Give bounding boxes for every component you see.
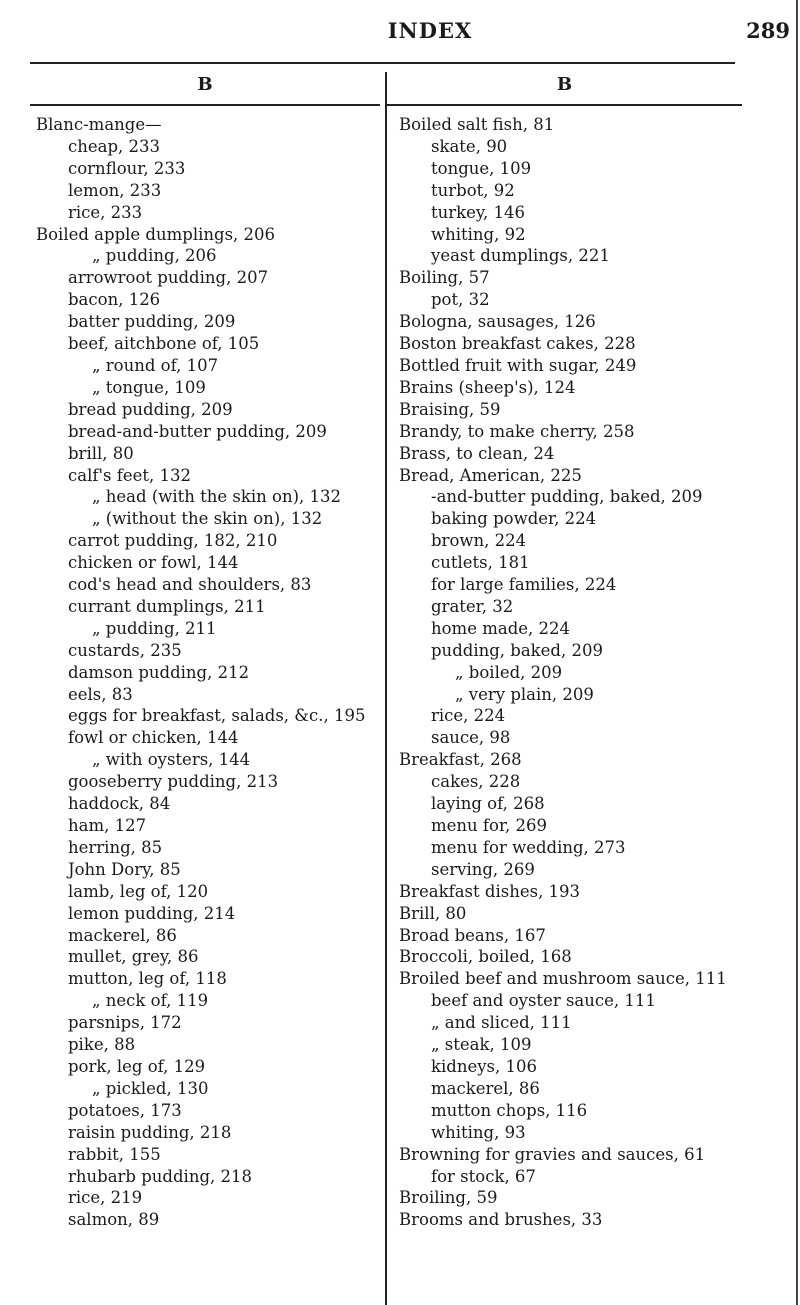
index-subentry: brown, 224	[431, 531, 527, 551]
index-subentry: batter pudding, 209	[68, 312, 236, 332]
index-subentry: beef, aitchbone of, 105	[68, 334, 260, 354]
index-subentry: rice, 224	[431, 706, 506, 726]
index-subentry: „ with oysters, 144	[92, 750, 251, 770]
page-edge-line	[796, 0, 798, 1305]
index-subentry: „ neck of, 119	[92, 991, 209, 1011]
index-subentry: chicken or fowl, 144	[68, 553, 239, 573]
index-subentry: rabbit, 155	[68, 1144, 161, 1164]
index-subentry: whiting, 93	[431, 1122, 526, 1142]
index-subentry: „ very plain, 209	[455, 684, 594, 704]
index-subentry: yeast dumplings, 221	[431, 246, 610, 266]
index-heading-entry: Brass, to clean, 24	[399, 443, 555, 463]
index-subentry: carrot pudding, 182, 210	[68, 531, 278, 551]
index-subentry: turkey, 146	[431, 202, 526, 222]
index-heading-entry: Browning for gravies and sauces, 61	[399, 1144, 706, 1164]
index-subentry: pike, 88	[68, 1035, 136, 1055]
index-subentry: rhubarb pudding, 218	[68, 1166, 252, 1186]
index-heading-entry: Broiling, 59	[399, 1188, 498, 1208]
index-subentry: arrowroot pudding, 207	[68, 268, 269, 288]
index-subentry: „ tongue, 109	[92, 377, 206, 397]
index-subentry: cornflour, 233	[68, 158, 186, 178]
index-subentry: „ pickled, 130	[92, 1078, 209, 1098]
index-subentry: baking powder, 224	[431, 509, 597, 529]
index-subentry: raisin pudding, 218	[68, 1122, 232, 1142]
index-subentry: „ pudding, 206	[92, 246, 217, 266]
index-heading-entry: Broad beans, 167	[399, 925, 546, 945]
index-heading-entry: Brooms and brushes, 33	[399, 1210, 603, 1230]
index-heading-entry: Breakfast dishes, 193	[399, 881, 581, 901]
index-subentry: currant dumplings, 211	[68, 596, 266, 616]
index-subentry: mutton chops, 116	[431, 1100, 588, 1120]
index-subentry: pot, 32	[431, 290, 490, 310]
column-heading: B	[197, 74, 213, 95]
index-subentry: mackerel, 86	[431, 1078, 540, 1098]
index-subentry: bacon, 126	[68, 290, 161, 310]
index-heading-entry: Bottled fruit with sugar, 249	[399, 355, 637, 375]
index-subentry: custards, 235	[68, 640, 182, 660]
header-rule	[30, 62, 735, 64]
index-subentry: whiting, 92	[431, 224, 526, 244]
index-subentry: „ (without the skin on), 132	[92, 509, 323, 529]
index-entry-list	[387, 114, 742, 1231]
index-subentry: serving, 269	[431, 859, 535, 879]
index-subentry: cheap, 233	[68, 136, 161, 156]
index-subentry: „ boiled, 209	[455, 662, 563, 682]
index-heading-entry: Bread, American, 225	[399, 465, 582, 485]
index-subentry: „ head (with the skin on), 132	[92, 487, 342, 507]
index-subentry: gooseberry pudding, 213	[68, 772, 279, 792]
index-subentry: „ round of, 107	[92, 355, 219, 375]
index-heading-entry: Breakfast, 268	[399, 750, 522, 770]
page-number: 289	[746, 18, 790, 43]
index-subentry: parsnips, 172	[68, 1013, 182, 1033]
index-subentry: damson pudding, 212	[68, 662, 250, 682]
index-subentry: home made, 224	[431, 618, 571, 638]
index-subentry: sauce, 98	[431, 728, 511, 748]
index-subentry: bread pudding, 209	[68, 399, 233, 419]
page-header	[20, 18, 800, 48]
index-heading-entry: Boiled apple dumplings, 206	[36, 224, 276, 244]
index-subentry: mutton, leg of, 118	[68, 969, 227, 989]
index-subentry: herring, 85	[68, 837, 163, 857]
index-subentry: grater, 32	[431, 596, 514, 616]
index-heading-entry: Boiled salt fish, 81	[399, 115, 555, 134]
column-rule	[387, 104, 742, 106]
index-subentry: „ and sliced, 111	[431, 1013, 572, 1033]
index-subentry: lamb, leg of, 120	[68, 881, 209, 901]
index-heading-entry: Broccoli, boiled, 168	[399, 947, 572, 967]
index-subentry: kidneys, 106	[431, 1056, 538, 1076]
index-subentry: brill, 80	[68, 443, 134, 463]
index-heading-entry: Brandy, to make cherry, 258	[399, 421, 635, 441]
index-subentry: rice, 233	[68, 202, 143, 222]
index-heading-entry: Boston breakfast cakes, 228	[399, 334, 636, 354]
index-subentry: skate, 90	[431, 136, 508, 156]
index-subentry: beef and oyster sauce, 111	[431, 991, 656, 1011]
index-subentry: bread-and-butter pudding, 209	[68, 421, 327, 441]
index-subentry: „ pudding, 211	[92, 618, 217, 638]
index-heading-entry: Blanc-mange—	[36, 115, 162, 134]
index-subentry: laying of, 268	[431, 794, 545, 814]
index-heading-entry: Braising, 59	[399, 399, 501, 419]
index-subentry: eggs for breakfast, salads, &c., 195	[68, 706, 366, 726]
index-subentry: menu for, 269	[431, 816, 548, 835]
index-subentry: John Dory, 85	[68, 859, 181, 879]
index-entry-list	[30, 114, 380, 1231]
index-subentry: turbot, 92	[431, 180, 515, 200]
index-heading-entry: Brains (sheep's), 124	[399, 377, 576, 397]
index-heading-entry: Broiled beef and mushroom sauce, 111	[399, 969, 727, 989]
index-subentry: lemon, 233	[68, 180, 162, 200]
index-subentry: for large families, 224	[431, 575, 617, 595]
index-subentry: mackerel, 86	[68, 925, 177, 945]
index-subentry: ham, 127	[68, 816, 147, 835]
index-subentry: eels, 83	[68, 684, 133, 704]
index-subentry: -and-butter pudding, baked, 209	[431, 487, 703, 507]
index-subentry: potatoes, 173	[68, 1100, 182, 1120]
index-subentry: „ steak, 109	[431, 1035, 532, 1055]
index-subentry: pork, leg of, 129	[68, 1056, 206, 1076]
index-subentry: tongue, 109	[431, 158, 532, 178]
index-subentry: pudding, baked, 209	[431, 640, 603, 660]
index-subentry: calf's feet, 132	[68, 465, 191, 485]
index-subentry: fowl or chicken, 144	[68, 728, 239, 748]
column-heading: B	[556, 74, 573, 95]
index-subentry: salmon, 89	[68, 1210, 160, 1230]
index-subentry: for stock, 67	[431, 1166, 536, 1186]
index-heading-entry: Boiling, 57	[399, 268, 490, 288]
index-heading-entry: Bologna, sausages, 126	[399, 312, 596, 332]
index-heading-entry: Brill, 80	[399, 903, 467, 923]
index-subentry: menu for wedding, 273	[431, 837, 626, 857]
index-subentry: rice, 219	[68, 1188, 143, 1208]
index-column-right	[385, 72, 742, 1305]
index-subentry: cutlets, 181	[431, 553, 530, 573]
page-title: INDEX	[387, 18, 473, 43]
index-subentry: cod's head and shoulders, 83	[68, 575, 312, 595]
index-subentry: cakes, 228	[431, 772, 521, 792]
index-subentry: haddock, 84	[68, 794, 171, 814]
column-rule	[30, 104, 380, 106]
index-subentry: mullet, grey, 86	[68, 947, 199, 967]
index-column-left	[30, 72, 380, 1231]
index-subentry: lemon pudding, 214	[68, 903, 236, 923]
